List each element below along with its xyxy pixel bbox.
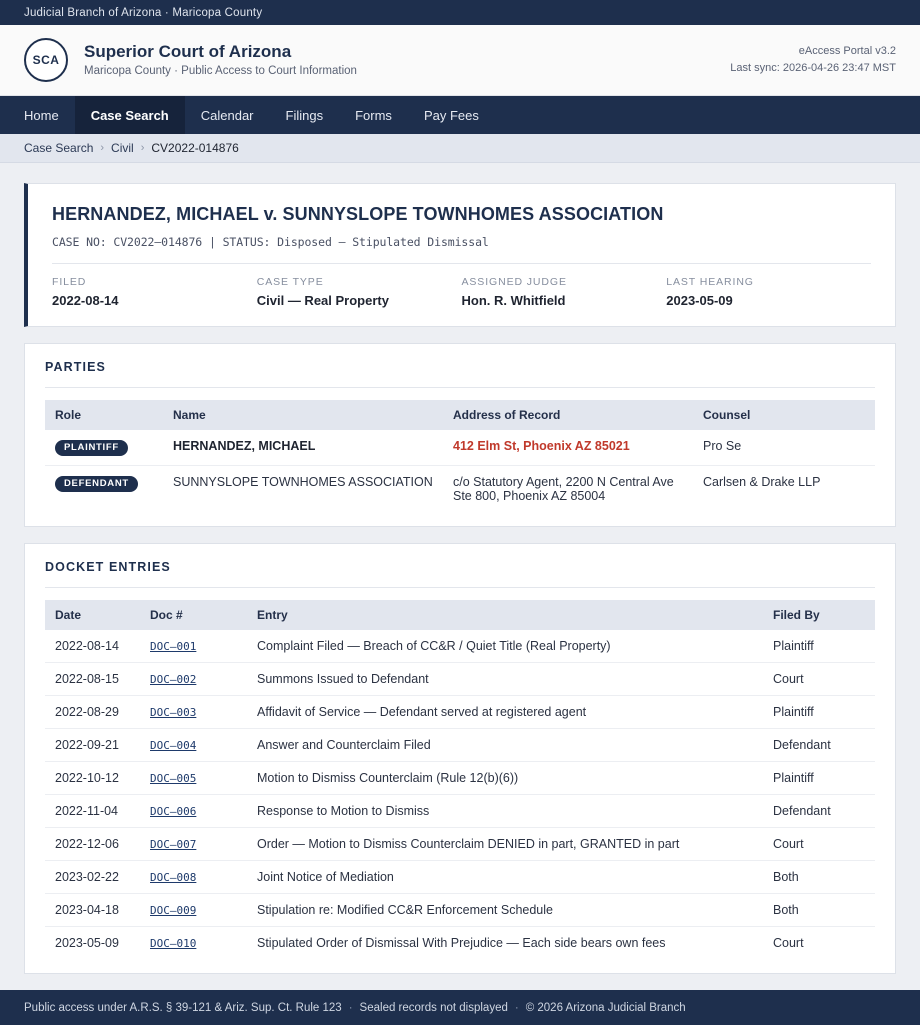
party-counsel-cell: Pro Se — [693, 430, 875, 466]
docket-date-cell: 2022-09-21 — [45, 729, 140, 762]
docket-col-doc-number: Doc # — [140, 600, 247, 630]
docket-doc-cell — [140, 762, 247, 795]
docket-doc-cell — [140, 663, 247, 696]
table-row — [45, 828, 875, 861]
case-fact-case-type — [257, 276, 462, 308]
status-badge: PLAINTIFF — [55, 440, 128, 456]
docket-entry-cell: Answer and Counterclaim Filed — [247, 729, 763, 762]
footer-copyright: © 2026 Arizona Judicial Branch — [525, 1001, 686, 1014]
docket-col-entry: Entry — [247, 600, 763, 630]
document-link[interactable]: DOC–006 — [150, 805, 197, 819]
parties-col-role: Role — [45, 400, 163, 430]
top-utility-bar — [0, 0, 920, 25]
docket-filed-by-cell: Court — [773, 936, 804, 951]
case-card-divider — [52, 263, 871, 264]
document-link[interactable]: DOC–003 — [150, 706, 197, 720]
breadcrumb-item-civil[interactable]: Civil — [111, 141, 134, 155]
docket-doc-cell — [140, 894, 247, 927]
portal-version: eAccess Portal v3.2 — [798, 44, 896, 57]
case-fact-value: Civil — Real Property — [256, 292, 389, 308]
site-subtitle: Maricopa County · Public Access to Court Information — [84, 65, 357, 78]
party-role-cell — [45, 466, 163, 513]
docket-filed-by-cell: Plaintiff — [763, 696, 875, 729]
breadcrumb-separator-icon: › — [100, 142, 105, 154]
docket-filed-by-cell: Court — [763, 663, 875, 696]
table-row — [45, 430, 875, 466]
nav-item-pay-fees[interactable]: Pay Fees — [423, 107, 479, 123]
document-link[interactable]: DOC–007 — [150, 838, 197, 852]
parties-col-name: Name — [163, 400, 443, 430]
docket-filed-by-cell: Defendant — [763, 729, 875, 762]
docket-date-cell: 2022-08-14 — [45, 630, 140, 663]
party-address-cell: c/o Statutory Agent, 2200 N Central Ave Ste 800, Phoenix AZ 85004 — [453, 475, 674, 504]
docket-table — [45, 600, 875, 959]
breadcrumb-item-case-search[interactable]: Case Search — [24, 141, 94, 155]
docket-doc-cell — [140, 696, 247, 729]
docket-doc-cell — [140, 795, 247, 828]
document-link[interactable]: DOC–010 — [150, 937, 197, 951]
table-row — [45, 795, 875, 828]
footer-statute-notice: Public access under A.R.S. § 39-121 & Ariz. Sup. Ct. Rule 123 — [24, 1001, 342, 1014]
parties-col-address: Address of Record — [443, 400, 693, 430]
breadcrumb — [0, 134, 920, 163]
party-counsel-cell: Carlsen & Drake LLP — [703, 475, 821, 490]
case-fact-value: Hon. R. Whitfield — [461, 292, 566, 308]
docket-filed-by-cell: Court — [763, 828, 875, 861]
case-facts-grid — [52, 276, 871, 308]
main-navigation — [0, 96, 920, 134]
docket-entry-cell: Stipulated Order of Dismissal With Prejudice — Each side bears own fees — [257, 936, 666, 951]
parties-card — [24, 343, 896, 527]
case-summary-card — [24, 183, 896, 327]
docket-date-cell: 2023-05-09 — [55, 936, 119, 951]
parties-table-head — [45, 400, 875, 430]
party-address-cell: 412 Elm St, Phoenix AZ 85021 — [443, 430, 693, 466]
nav-item-forms[interactable]: Forms — [355, 107, 392, 123]
site-masthead — [0, 25, 920, 96]
footer-separator: · — [514, 1001, 519, 1014]
case-fact-label: LAST HEARING — [666, 275, 754, 288]
docket-filed-by-cell: Plaintiff — [763, 762, 875, 795]
case-fact-assigned-judge — [462, 276, 667, 308]
case-fact-label: CASE TYPE — [256, 275, 324, 288]
docket-col-filed-by: Filed By — [763, 600, 875, 630]
docket-card — [24, 543, 896, 974]
table-row — [45, 630, 875, 663]
party-name-cell: SUNNYSLOPE TOWNHOMES ASSOCIATION — [173, 475, 433, 490]
docket-date-cell: 2023-02-22 — [45, 861, 140, 894]
case-fact-last-hearing — [666, 276, 871, 308]
table-row — [45, 927, 875, 960]
document-link[interactable]: DOC–009 — [150, 904, 197, 918]
docket-table-body — [45, 630, 875, 959]
case-fact-value: 2022-08-14 — [52, 292, 119, 308]
court-seal-logo — [24, 38, 68, 82]
docket-date-cell: 2022-10-12 — [45, 762, 140, 795]
docket-doc-cell — [140, 828, 247, 861]
docket-doc-cell — [140, 729, 247, 762]
case-title: HERNANDEZ, MICHAEL v. SUNNYSLOPE TOWNHOMES ASSOCIATION — [52, 204, 664, 224]
docket-entry-cell: Joint Notice of Mediation — [247, 861, 763, 894]
docket-filed-by-cell: Both — [763, 861, 875, 894]
docket-col-date: Date — [45, 600, 140, 630]
docket-date-cell: 2022-12-06 — [45, 828, 140, 861]
docket-date-cell: 2023-04-18 — [45, 894, 140, 927]
jurisdiction-label: Judicial Branch of Arizona · Maricopa County — [24, 6, 263, 19]
logo-initials: SCA — [32, 53, 60, 67]
parties-table-body — [45, 430, 875, 512]
case-fact-label: ASSIGNED JUDGE — [461, 275, 567, 288]
table-row — [45, 663, 875, 696]
document-link[interactable]: DOC–001 — [150, 640, 197, 654]
docket-entry-cell: Summons Issued to Defendant — [247, 663, 763, 696]
docket-doc-cell — [140, 861, 247, 894]
parties-section-title: PARTIES — [45, 360, 875, 388]
breadcrumb-separator-icon: › — [140, 142, 145, 154]
nav-item-filings[interactable]: Filings — [285, 107, 324, 123]
docket-date-cell: 2022-08-29 — [45, 696, 140, 729]
case-fact-filed — [52, 276, 257, 308]
table-row — [45, 729, 875, 762]
footer-sealed-notice: Sealed records not displayed — [359, 1001, 508, 1014]
nav-item-case-search[interactable]: Case Search — [75, 96, 185, 134]
parties-col-counsel: Counsel — [693, 400, 875, 430]
docket-filed-by-cell: Both — [763, 894, 875, 927]
breadcrumb-item-current-case: CV2022-014876 — [151, 141, 239, 155]
case-number-and-status: CASE NO: CV2022–014876 | STATUS: Disposed — Stipulated Dismissal — [52, 234, 489, 249]
portal-status-block — [730, 43, 896, 77]
page-content — [0, 163, 920, 974]
docket-section — [25, 544, 895, 973]
document-link[interactable]: DOC–002 — [150, 673, 197, 687]
page-footer — [0, 990, 920, 1025]
docket-entry-cell: Affidavit of Service — Defendant served at registered agent — [247, 696, 763, 729]
party-name-cell: HERNANDEZ, MICHAEL — [163, 430, 443, 466]
docket-entry-cell: Complaint Filed — Breach of CC&R / Quiet Title (Real Property) — [247, 630, 763, 663]
document-link[interactable]: DOC–004 — [150, 739, 197, 753]
nav-item-calendar[interactable]: Calendar — [200, 107, 254, 123]
party-role-cell — [45, 430, 163, 466]
docket-date-cell: 2022-11-04 — [45, 795, 140, 828]
nav-item-home[interactable]: Home — [24, 107, 59, 123]
table-row — [45, 466, 875, 513]
docket-table-head — [45, 600, 875, 630]
case-fact-value: 2023-05-09 — [666, 292, 733, 308]
parties-table — [45, 400, 875, 512]
case-fact-label: FILED — [52, 275, 87, 288]
parties-section — [25, 344, 895, 526]
table-row — [45, 696, 875, 729]
document-link[interactable]: DOC–008 — [150, 871, 197, 885]
document-link[interactable]: DOC–005 — [150, 772, 197, 786]
table-row — [45, 861, 875, 894]
site-title: Superior Court of Arizona — [84, 41, 292, 61]
docket-entry-cell: Order — Motion to Dismiss Counterclaim DENIED in part, GRANTED in part — [247, 828, 763, 861]
table-row — [45, 894, 875, 927]
parties-header-row — [45, 400, 875, 430]
footer-separator: · — [348, 1001, 353, 1014]
docket-filed-by-cell: Plaintiff — [763, 630, 875, 663]
docket-entry-cell: Response to Motion to Dismiss — [247, 795, 763, 828]
last-sync-timestamp: Last sync: 2026-04-26 23:47 MST — [730, 62, 896, 74]
docket-doc-cell — [140, 630, 247, 663]
docket-date-cell: 2022-08-15 — [45, 663, 140, 696]
brand-block — [84, 41, 357, 79]
docket-filed-by-cell: Defendant — [763, 795, 875, 828]
docket-doc-cell — [140, 927, 247, 960]
status-badge: DEFENDANT — [55, 476, 138, 492]
docket-entry-cell: Stipulation re: Modified CC&R Enforcement Schedule — [247, 894, 763, 927]
docket-entry-cell: Motion to Dismiss Counterclaim (Rule 12(b)(6)) — [247, 762, 763, 795]
docket-section-title: DOCKET ENTRIES — [45, 560, 875, 588]
docket-header-row — [45, 600, 875, 630]
table-row — [45, 762, 875, 795]
